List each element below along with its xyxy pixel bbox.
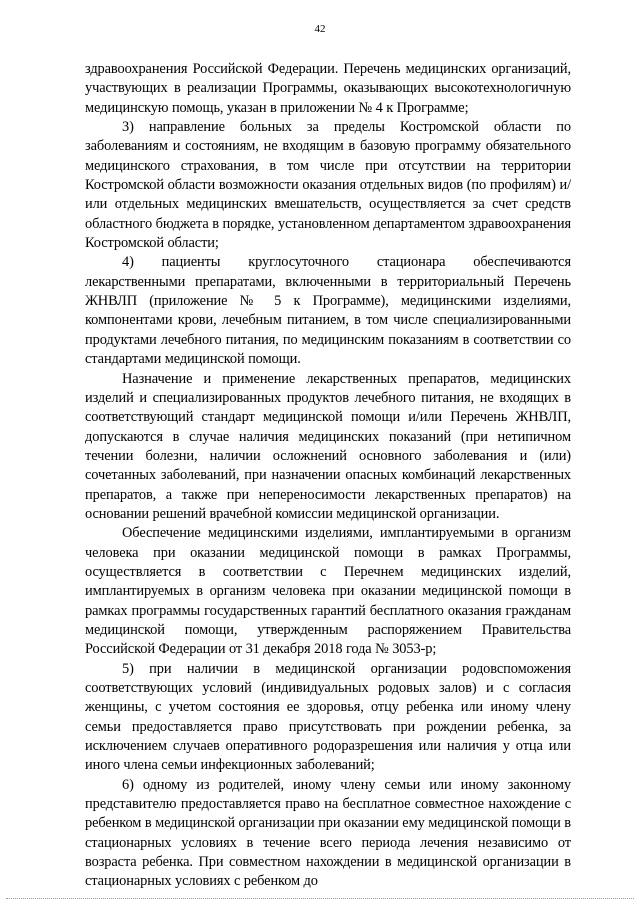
- paragraph-item-4-inpatient-drugs: 4) пациенты круглосуточного стационара обеспечиваются лекарственными препаратами, включенными в территориальный Перечень ЖНВЛП (приложение № 5 к Программе), медицинскими изделиями, компонентами крови, лечебным питанием, в том числе специализированными продуктами лечебного питания, по медицинским показаниям в соответствии со стандартами медицинской помощи.: [85, 254, 571, 368]
- paragraph-item-6-parent-stay: 6) одному из родителей, иному члену семьи или иному законному представителю предоставляется право на бесплатное совместное нахождение с ребенком в медицинской организации при оказании ему медицинской помощи в стационарных условиях в течение всего периода лечения независимо от возраста ребенка. При совместном нахождении в медицинской организации в стационарных условиях с ребенком до: [85, 776, 571, 890]
- paragraph-item-3-referral: 3) направление больных за пределы Костромской области по заболеваниям и состояниям, не входящим в базовую программу обязательного медицинского страхования, в том числе при отсутствии на территории Костромской области возможности оказания отдельных видов (по профилям) и/или отдельных медицинских вмешательств, осуществляется за счет средств областного бюджета в порядке, установленном департаментом здравоохранения Костромской области;: [85, 119, 571, 252]
- paragraph-implants: Обеспечение медицинскими изделиями, имплантируемыми в организм человека при оказании медицинской помощи в рамках Программы, осуществляется в соответствии с Перечнем медицинских изделий, имплантируемых в организм человека при оказании медицинской помощи в рамках программы государственных гарантий бесплатного оказания гражданам медицинской помощи, утвержденным распоряжением Правительства Российской Федерации от 31 декабря 2018 года № 3053-р;: [85, 525, 571, 658]
- bottom-scan-edge: [6, 898, 634, 899]
- paragraph-drug-prescription: Назначение и применение лекарственных препаратов, медицинских изделий и специализированных продуктов лечебного питания, не входящих в соответствующий стандарт медицинской помощи и/или Перечень ЖНВЛП, допускаются в случае наличия медицинских показаний (при нетипичном течении болезни, наличии осложнений основного заболевания и (или) сочетанных заболеваний, при назначении опасных комбинаций лекарственных препаратов, а также при непереносимости лекарственных препаратов) на основании решений врачебной комиссии медицинской организации.: [85, 370, 571, 522]
- page-number: 42: [314, 23, 326, 35]
- paragraph-programme-list-tail: здравоохранения Российской Федерации. Перечень медицинских организаций, участвующих в реализации Программы, оказывающих высокотехнологичную медицинскую помощь, указан в приложении № 4 к Программе;: [85, 61, 571, 116]
- document-body: [85, 60, 571, 892]
- paragraph-item-5-childbirth: 5) при наличии в медицинской организации родовспоможения соответствующих условий (индивидуальных родовых залов) и с согласия женщины, с учетом состояния ее здоровья, отцу ребенка или иному члену семьи предоставляется право присутствовать при рождении ребенка, за исключением случаев оперативного родоразрешения или наличия у отца или иного члена семьи инфекционных заболеваний;: [85, 660, 571, 774]
